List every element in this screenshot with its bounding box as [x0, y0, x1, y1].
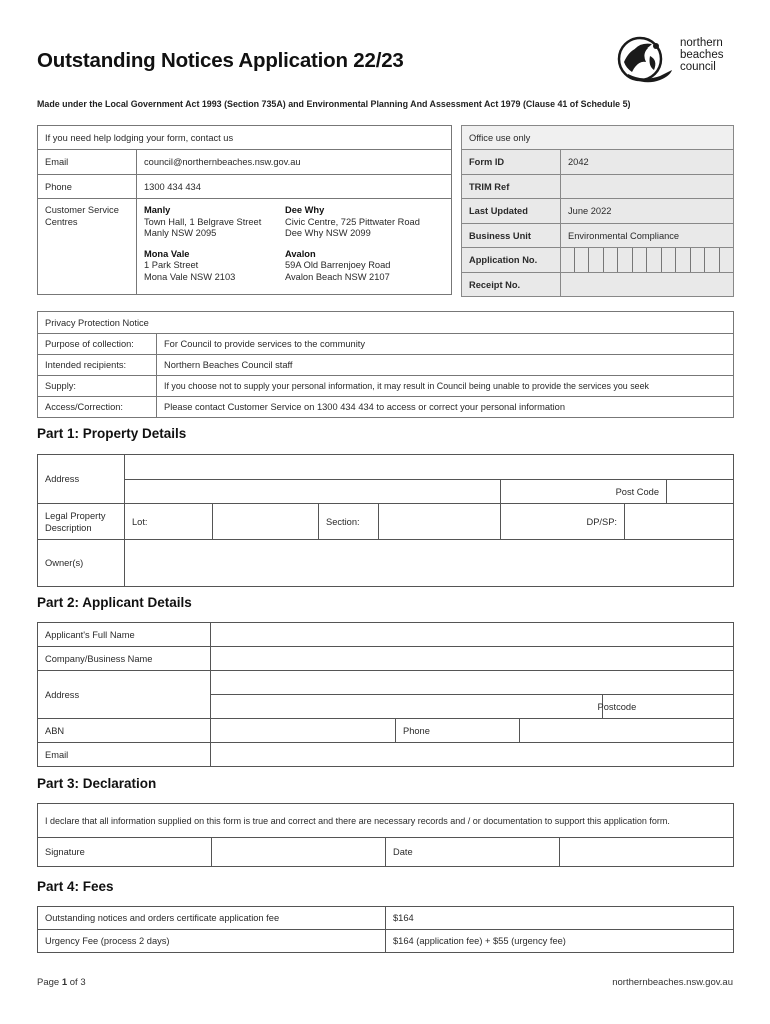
- centre-line: Town Hall, 1 Belgrave Street: [144, 216, 262, 227]
- office-value-trim-ref: [561, 175, 734, 199]
- privacy-value-supply: If you choose not to supply your personal information, it may result in Council being unable to provide the services you seek: [157, 376, 734, 397]
- privacy-value-access: Please contact Customer Service on 1300 434 434 to access or correct your personal information: [157, 397, 734, 418]
- applicant-address-label: Address: [38, 671, 211, 719]
- logo-line: northern: [680, 37, 723, 49]
- part4-heading: Part 4: Fees: [37, 879, 114, 894]
- fee-value-urgency: $164 (application fee) + $55 (urgency fee): [386, 930, 734, 953]
- help-centres-cell: [137, 199, 452, 295]
- centre-line: 59A Old Barrenjoey Road: [285, 260, 391, 270]
- centre-line: Avalon Beach NSW 2107: [285, 271, 390, 282]
- applicant-address-input-line2[interactable]: [211, 695, 520, 719]
- help-contact-table: [37, 125, 452, 295]
- centre-line: Civic Centre, 725 Pittwater Road: [285, 216, 420, 227]
- declaration-statement: I declare that all information supplied on this form is true and correct and there are necessary records and / or documentation to support this application form.: [38, 804, 734, 838]
- fees-table: [37, 906, 734, 953]
- privacy-notice-table: [37, 311, 734, 418]
- privacy-label-recipients: Intended recipients:: [38, 355, 157, 376]
- help-heading: If you need help lodging your form, contact us: [38, 126, 452, 150]
- privacy-label-supply: Supply:: [38, 376, 157, 397]
- lot-input[interactable]: [213, 504, 319, 540]
- centre-dee-why: [285, 205, 445, 240]
- help-email-label: Email: [38, 150, 137, 175]
- centre-manly: [144, 205, 285, 240]
- council-logo: [614, 32, 744, 88]
- applicant-address-input[interactable]: [211, 671, 734, 695]
- part1-heading: Part 1: Property Details: [37, 426, 187, 441]
- centre-line: Mona Vale NSW 2103: [144, 271, 236, 282]
- office-label-business-unit: Business Unit: [462, 224, 561, 248]
- abn-input[interactable]: [211, 719, 396, 743]
- property-postcode-input[interactable]: [667, 480, 734, 504]
- email-label: Email: [38, 743, 211, 767]
- help-phone-label: Phone: [38, 175, 137, 199]
- phone-input[interactable]: [520, 719, 734, 743]
- abn-label: ABN: [38, 719, 211, 743]
- page-title: Outstanding Notices Application 22/23: [37, 49, 404, 72]
- property-address-input-line2[interactable]: [125, 480, 501, 504]
- part3-heading: Part 3: Declaration: [37, 776, 157, 791]
- logo-line: council: [680, 61, 716, 73]
- privacy-heading: Privacy Protection Notice: [38, 312, 734, 334]
- office-label-receipt-no: Receipt No.: [462, 273, 561, 297]
- date-input[interactable]: [560, 838, 734, 867]
- owners-input[interactable]: [125, 540, 734, 587]
- centre-line: Manly NSW 2095: [144, 228, 217, 238]
- fee-label-urgency: Urgency Fee (process 2 days): [38, 930, 386, 953]
- fee-value-application: $164: [386, 907, 734, 930]
- date-label: Date: [386, 838, 560, 867]
- section-input[interactable]: [379, 504, 501, 540]
- page-number: 1: [61, 977, 68, 988]
- council-logo-icon: [614, 32, 676, 88]
- office-label-application-no: Application No.: [462, 248, 561, 273]
- legal-description-label: Legal Property Description: [38, 504, 125, 540]
- website-link[interactable]: northernbeaches.nsw.gov.au: [612, 977, 733, 988]
- privacy-label-access: Access/Correction:: [38, 397, 157, 418]
- privacy-value-purpose: For Council to provide services to the community: [157, 334, 734, 355]
- dpsp-label: DP/SP:: [501, 504, 625, 540]
- office-label-last-updated: Last Updated: [462, 199, 561, 224]
- centre-name: Manly: [144, 205, 171, 215]
- application-no-boxes: [561, 248, 734, 273]
- signature-input[interactable]: [212, 838, 386, 867]
- page-indicator: [37, 977, 86, 988]
- page-subtitle: Made under the Local Government Act 1993 (Section 735A) and Environmental Planning And Assessment Act 1979 (Clause 41 of Schedule 5): [37, 99, 631, 109]
- office-label-trim-ref: TRIM Ref: [462, 175, 561, 199]
- page-prefix: Page: [37, 977, 60, 988]
- dpsp-input[interactable]: [625, 504, 734, 540]
- help-phone-value: 1300 434 434: [137, 175, 452, 199]
- centre-line: 1 Park Street: [144, 260, 199, 270]
- office-value-last-updated: June 2022: [561, 199, 734, 224]
- company-input[interactable]: [211, 647, 734, 671]
- phone-label: Phone: [396, 719, 520, 743]
- office-use-table: [461, 125, 734, 297]
- help-centres-label: Customer Service Centres: [38, 199, 137, 295]
- applicant-details-table: [37, 622, 734, 767]
- owners-label: Owner(s): [38, 540, 125, 587]
- property-address-label: Address: [38, 455, 125, 504]
- centre-name: Avalon: [285, 248, 316, 259]
- centre-line: Dee Why NSW 2099: [285, 228, 371, 238]
- part2-heading: Part 2: Applicant Details: [37, 595, 192, 610]
- privacy-label-purpose: Purpose of collection:: [38, 334, 157, 355]
- office-value-receipt-no: [561, 273, 734, 297]
- fullname-input[interactable]: [211, 623, 734, 647]
- office-value-business-unit: Environmental Compliance: [561, 224, 734, 248]
- lot-label: Lot:: [125, 504, 213, 540]
- centre-avalon: [285, 249, 445, 284]
- centre-mona-vale: [144, 249, 285, 284]
- centre-name: Mona Vale: [144, 248, 190, 259]
- declaration-table: [37, 803, 734, 867]
- office-label-form-id: Form ID: [462, 150, 561, 175]
- signature-label: Signature: [38, 838, 212, 867]
- page-suffix: of 3: [69, 977, 86, 988]
- property-address-input[interactable]: [125, 455, 734, 480]
- office-value-form-id: 2042: [561, 150, 734, 175]
- logo-line: beaches: [680, 49, 724, 61]
- email-input[interactable]: [211, 743, 734, 767]
- property-postcode-label: Post Code: [501, 480, 667, 504]
- company-label: Company/Business Name: [38, 647, 211, 671]
- section-label: Section:: [319, 504, 379, 540]
- centre-name: Dee Why: [285, 205, 325, 215]
- property-details-table: [37, 454, 734, 587]
- help-email-link[interactable]: council@northernbeaches.nsw.gov.au: [137, 150, 452, 175]
- fullname-label: Applicant's Full Name: [38, 623, 211, 647]
- fee-label-application: Outstanding notices and orders certificate application fee: [38, 907, 386, 930]
- privacy-value-recipients: Northern Beaches Council staff: [157, 355, 734, 376]
- office-heading: Office use only: [462, 126, 734, 150]
- applicant-postcode-label: Postcode: [520, 695, 603, 719]
